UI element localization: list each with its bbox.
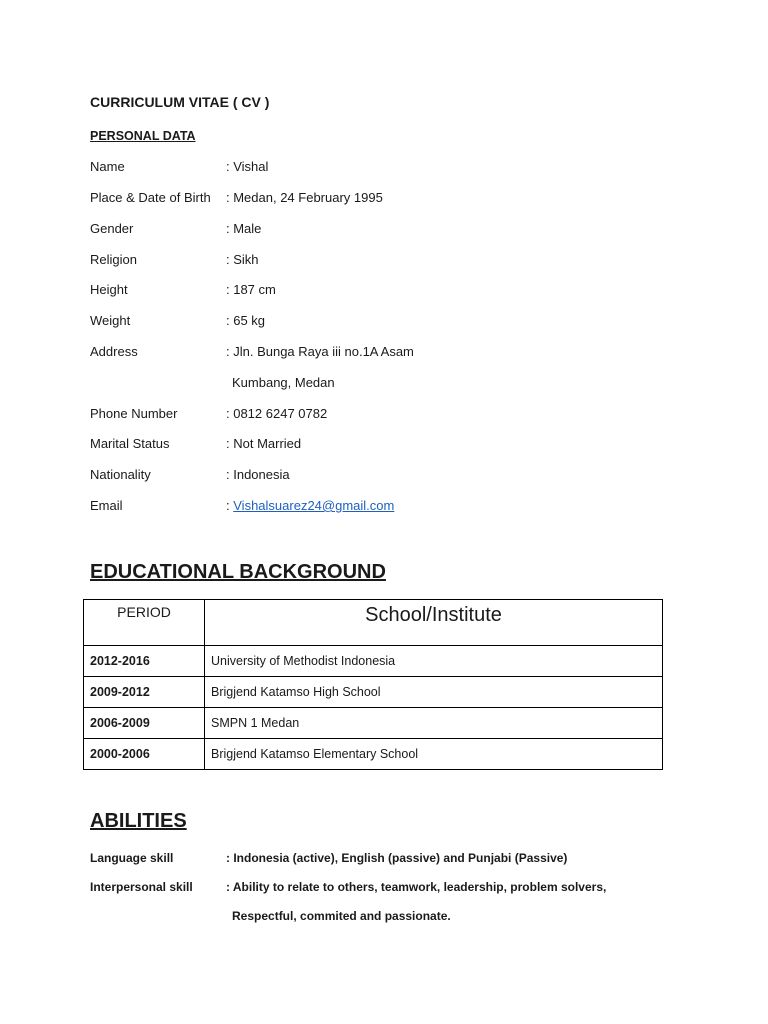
personal-value: [226, 498, 394, 513]
school-cell: University of Methodist Indonesia: [205, 646, 663, 677]
personal-row-birth: [90, 190, 690, 210]
personal-row-weight: [90, 313, 690, 333]
ability-value: Respectful, commited and passionate.: [232, 909, 451, 923]
personal-label: Nationality: [90, 467, 151, 482]
personal-row-phone: [90, 406, 690, 426]
education-table: [83, 599, 663, 770]
personal-value: Kumbang, Medan: [232, 375, 335, 390]
period-cell: 2012-2016: [84, 646, 205, 677]
table-row: [84, 677, 663, 708]
ability-label: Interpersonal skill: [90, 880, 193, 894]
table-row: [84, 646, 663, 677]
personal-value: : 187 cm: [226, 282, 276, 297]
personal-value: : Jln. Bunga Raya iii no.1A Asam: [226, 344, 414, 359]
personal-label: Weight: [90, 313, 131, 328]
period-cell: 2006-2009: [84, 708, 205, 739]
school-cell: Brigjend Katamso High School: [205, 677, 663, 708]
personal-row-gender: [90, 221, 690, 241]
personal-label: Height: [90, 282, 128, 297]
ability-row-interpersonal-cont: [90, 909, 710, 927]
personal-value: : 65 kg: [226, 313, 266, 328]
personal-row-marital: [90, 436, 690, 456]
period-cell: 2009-2012: [84, 677, 205, 708]
email-link[interactable]: Vishalsuarez24@gmail.com: [233, 498, 395, 513]
personal-data-heading: PERSONAL DATA: [90, 129, 196, 143]
school-cell: Brigjend Katamso Elementary School: [205, 739, 663, 770]
personal-row-name: [90, 159, 690, 179]
table-row: [84, 739, 663, 770]
education-heading: EDUCATIONAL BACKGROUND: [90, 561, 386, 583]
ability-value: : Indonesia (active), English (passive) and Punjabi (Passive): [226, 851, 568, 865]
personal-value: : Vishal: [226, 159, 269, 174]
personal-row-height: [90, 282, 690, 302]
document-title: CURRICULUM VITAE ( CV ): [90, 94, 270, 110]
personal-label: Place & Date of Birth: [90, 190, 211, 205]
education-header-row: [84, 600, 663, 646]
period-column-header: PERIOD: [84, 600, 205, 646]
personal-label: Email: [90, 498, 123, 513]
ability-row-language: [90, 851, 710, 869]
table-row: [84, 708, 663, 739]
personal-row-email: [90, 498, 690, 518]
personal-value: : Indonesia: [226, 467, 290, 482]
period-cell: 2000-2006: [84, 739, 205, 770]
personal-label: Gender: [90, 221, 134, 236]
personal-value: : Not Married: [226, 436, 302, 451]
email-prefix: :: [226, 498, 230, 513]
school-column-header: School/Institute: [205, 600, 663, 646]
ability-row-interpersonal: [90, 880, 710, 898]
personal-label: Address: [90, 344, 138, 359]
school-cell: SMPN 1 Medan: [205, 708, 663, 739]
personal-row-religion: [90, 252, 690, 272]
personal-value: : Sikh: [226, 252, 259, 267]
ability-value: : Ability to relate to others, teamwork, leadership, problem solvers,: [226, 880, 607, 894]
personal-label: Religion: [90, 252, 137, 267]
ability-label: Language skill: [90, 851, 174, 865]
personal-label: Marital Status: [90, 436, 170, 451]
personal-row-address: [90, 344, 690, 364]
personal-value: : Male: [226, 221, 262, 236]
personal-value: : Medan, 24 February 1995: [226, 190, 383, 205]
personal-label: Phone Number: [90, 406, 178, 421]
personal-row-address-cont: [90, 375, 690, 395]
personal-value: : 0812 6247 0782: [226, 406, 328, 421]
personal-label: Name: [90, 159, 125, 174]
abilities-heading: ABILITIES: [90, 810, 187, 832]
personal-row-nationality: [90, 467, 690, 487]
